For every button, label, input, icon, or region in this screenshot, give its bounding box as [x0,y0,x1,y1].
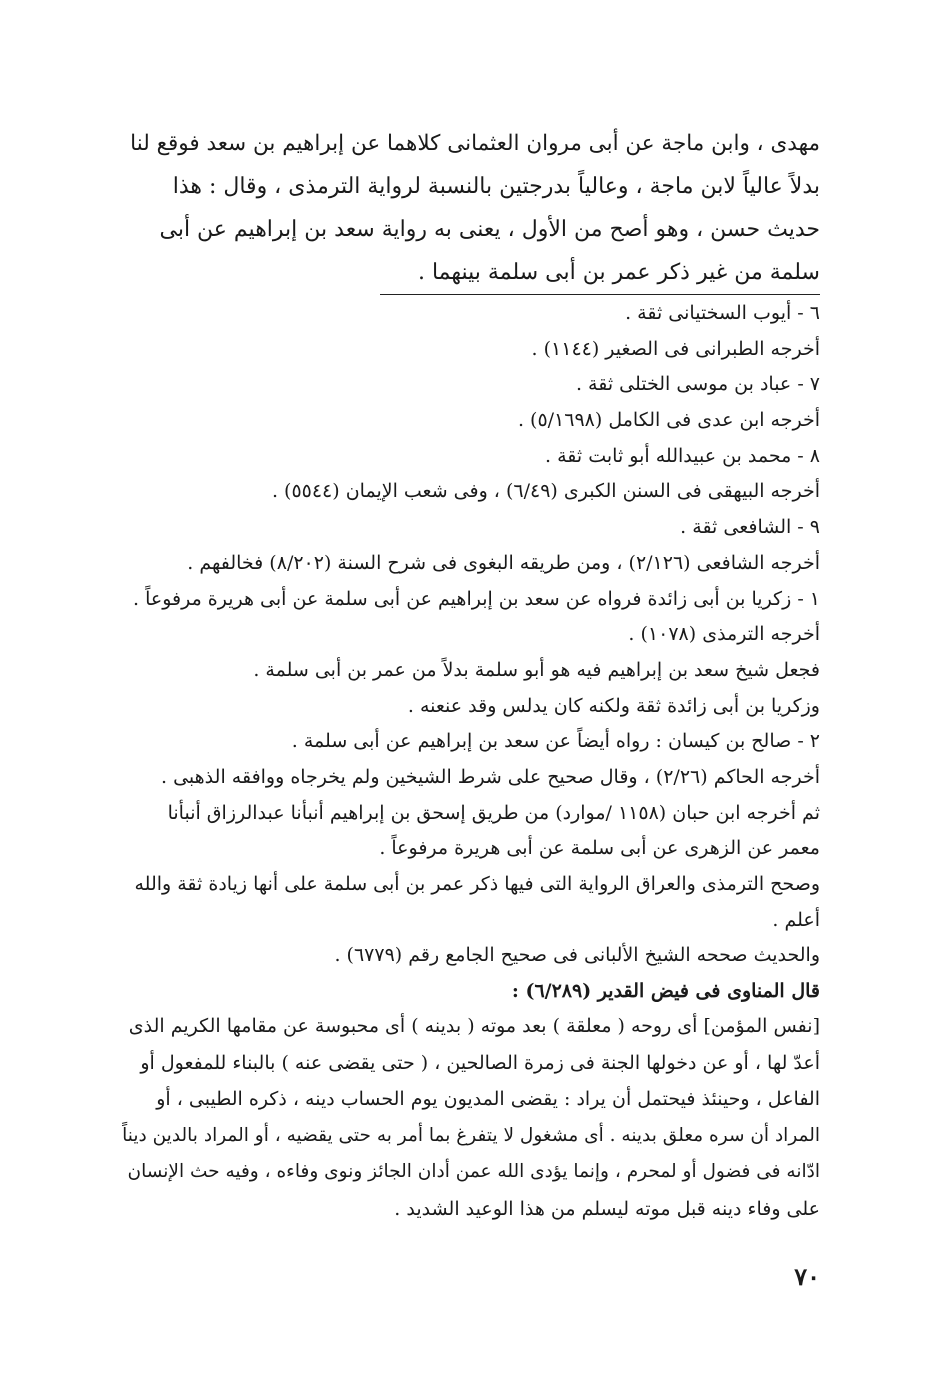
note-line: ٨ - محمد بن عبيدالله أبو ثابت ثقة . [545,444,820,467]
commentary-line: أعدّ لها ، أو عن دخولها الجنة فى زمرة الصالحين ، ( حتى يقضى عنه ) بالبناء للمفعول أو [140,1051,820,1074]
commentary-heading: قال المناوى فى فيض القدير (٦/٢٨٩) : [511,980,820,1003]
intro-line: مهدى ، وابن ماجة عن أبى مروان العثمانى كلاهما عن إبراهيم بن سعد فوقع لنا [130,131,820,156]
note-line: أخرجه الترمذى (١٠٧٨) . [628,623,820,646]
note-line: ثم أخرجه ابن حبان (١١٥٨ /موارد) من طريق إسحق بن إبراهيم أنبأنا عبدالرزاق أنبأنا [167,801,820,824]
page-number: ٧٠ [794,1262,820,1291]
commentary-line: الفاعل ، وحينئذ فيحتمل أن يراد : يقضى المديون يوم الحساب دينه ، ذكره الطيبى ، أو [156,1088,820,1110]
note-line: والحديث صححه الشيخ الألبانى فى صحيح الجامع رقم (٦٧٧٩) . [334,944,820,967]
narrator-notes [120,296,820,1010]
note-line: وزكريا بن أبى زائدة ثقة ولكنه كان يدلس وقد عنعنه . [407,694,820,717]
note-line: ١ - زكريا بن أبى زائدة فرواه عن سعد بن إبراهيم عن أبى سلمة عن أبى هريرة مرفوعاً . [132,587,820,610]
note-line: وصحح الترمذى والعراق الرواية التى فيها ذكر عمر بن أبى سلمة على أنها زيادة ثقة والله [134,873,820,895]
note-line: أعلم . [772,908,820,931]
note-line: ٦ - أيوب السختيانى ثقة . [625,302,820,324]
note-line: ٢ - صالح بن كيسان : رواه أيضاً عن سعد بن إبراهيم عن أبى سلمة . [291,730,820,753]
commentary-paragraph [120,1008,820,1227]
note-line: معمر عن الزهرى عن أبى سلمة عن أبى هريرة مرفوعاً . [379,837,820,860]
intro-line: حديث حسن ، وهو أصح من الأول ، يعنى به رواية سعد بن إبراهيم عن أبى [159,217,820,242]
note-line: فجعل شيخ سعد بن إبراهيم فيه هو أبو سلمة بدلاً من عمر بن أبى سلمة . [253,658,820,681]
note-line: أخرجه البيهقى فى السنن الكبرى (٦/٤٩) ، وفى شعب الإيمان (٥٥٤٤) . [271,480,820,503]
intro-line: سلمة من غير ذكر عمر بن أبى سلمة بينهما . [417,260,820,285]
intro-line: بدلاً عالياً لابن ماجة ، وعالياً بدرجتين بالنسبة لرواية الترمذى ، وقال : هذا [172,174,820,199]
note-line: أخرجه الحاكم (٢/٢٦) ، وقال صحيح على شرط الشيخين ولم يخرجاه ووافقه الذهبى . [161,765,820,788]
section-divider [380,294,820,295]
commentary-line: المراد أن سره معلق بدينه . أى مشغول لا يتفرغ بما أمر به حتى يقضيه ، أو المراد بالدين ديناً [122,1124,820,1146]
note-line: ٩ - الشافعى ثقة . [680,516,820,539]
commentary-line: [نفس المؤمن] أى روحه ( معلقة ) بعد موته ( بدينه ) أى محبوسة عن مقامها الكريم الذى [128,1015,820,1037]
note-line: أخرجه ابن عدى فى الكامل (٥/١٦٩٨) . [517,409,820,432]
commentary-line: على وفاء دينه قبل موته ليسلم من هذا الوعيد الشديد . [394,1197,820,1220]
commentary-line: ادّانه فى فضول أو لمحرم ، وإنما يؤدى الله عمن أدان الجائز ونوى وفاءه ، وفيه حث الإنسان [127,1161,820,1182]
intro-paragraph [120,122,820,294]
note-line: أخرجه الطبرانى فى الصغير (١١٤٤) . [531,337,820,360]
note-line: ٧ - عباد بن موسى الختلى ثقة . [575,373,820,396]
note-line: أخرجه الشافعى (٢/١٢٦) ، ومن طريقه البغوى فى شرح السنة (٨/٢٠٢) فخالفهم . [187,551,820,574]
